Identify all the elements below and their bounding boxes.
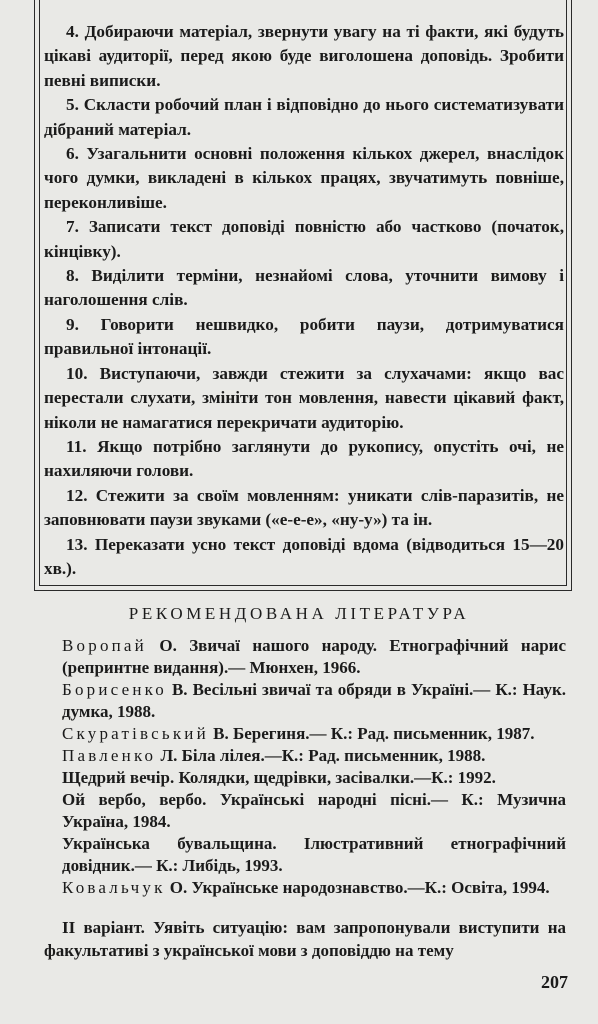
instruction-item: 6. Узагальнити основні положення кількох джерел, внаслідок чого думки, викладені в кількох працях, звучатимуть повніше, переконливіше. bbox=[44, 144, 564, 212]
instruction-item: 11. Якщо потрібно заглянути до рукопису, опустіть очі, не нахиляючи голови. bbox=[44, 436, 564, 481]
reference-item bbox=[62, 679, 566, 723]
variant-text: Уявіть ситуацію: вам запропонували виступити на факультативі з української мови з доповіддю на тему bbox=[44, 918, 566, 960]
reference-item bbox=[62, 723, 566, 745]
reference-item bbox=[62, 833, 566, 877]
instruction-item: 9. Говорити нешвидко, робити паузи, дотримуватися правильної інтонації. bbox=[44, 314, 564, 359]
reference-author: Павленко bbox=[62, 746, 157, 765]
instruction-item: 4. Добираючи матеріал, звернути увагу на ті факти, які будуть цікаві аудиторії, перед якою буде виголошена доповідь. Зробити певні виписки. bbox=[44, 22, 564, 90]
reference-text: Українська бувальщина. Ілюстративний етнографічний довідник.— К.: Либідь, 1993. bbox=[62, 834, 566, 875]
reference-item bbox=[62, 877, 566, 899]
reference-item bbox=[62, 789, 566, 833]
reference-text: Щедрий вечір. Колядки, щедрівки, засівалки.—К.: 1992. bbox=[62, 768, 496, 787]
variant-label: II варіант. bbox=[62, 918, 145, 937]
instruction-item: 8. Виділити терміни, незнайомі слова, уточнити вимову і наголошення слів. bbox=[44, 266, 564, 310]
reference-item bbox=[62, 767, 566, 789]
reference-author: Ковальчук bbox=[62, 878, 166, 897]
page-number: 207 bbox=[541, 972, 568, 992]
reference-item bbox=[62, 745, 566, 767]
reference-text: В. Весільні звичаї та обряди в Україні.— К.: Наук. думка, 1988. bbox=[62, 680, 566, 721]
reference-author: Борисенко bbox=[62, 680, 167, 699]
instruction-item: 12. Стежити за своїм мовленням: уникати слів-паразитів, не заповнювати паузи звуками («е-е-е», «ну-у») та ін. bbox=[44, 485, 564, 530]
instruction-item: 13. Переказати усно текст доповіді вдома (відводиться 15—20 хв.). bbox=[44, 534, 564, 578]
instructions-box bbox=[44, 20, 564, 581]
reference-text: Л. Біла лілея.—К.: Рад. письменник, 1988. bbox=[156, 746, 486, 765]
reference-author: Воропай bbox=[62, 636, 147, 655]
instruction-item: 10. Виступаючи, завжди стежити за слухачами: якщо вас перестали слухати, змініти тон мовлення, навести цікавий факт, ніколи не намагатися перекричати аудиторію. bbox=[44, 363, 564, 432]
reference-text: О. Звичаї нашого народу. Етнографічний нарис (репринтне видання).— Мюнхен, 1966. bbox=[62, 636, 566, 677]
variant-paragraph bbox=[44, 916, 566, 962]
instruction-item: 5. Скласти робочий план і відповідно до нього систематизувати дібраний матеріал. bbox=[44, 95, 564, 139]
reference-text: Ой вербо, вербо. Українські народні пісні.— К.: Музична Україна, 1984. bbox=[62, 790, 566, 831]
references-heading: РЕКОМЕНДОВАНА ЛІТЕРАТУРА bbox=[128, 604, 470, 623]
reference-item bbox=[62, 635, 566, 679]
reference-author: Скуратівський bbox=[62, 724, 209, 743]
reference-text: О. Українське народознавство.—К.: Освіта, 1994. bbox=[165, 878, 550, 897]
instruction-item: 7. Записати текст доповіді повністю або частково (початок, кінцівку). bbox=[44, 217, 564, 261]
reference-text: В. Берегиня.— К.: Рад. письменник, 1987. bbox=[208, 724, 535, 743]
references-list bbox=[62, 635, 566, 899]
